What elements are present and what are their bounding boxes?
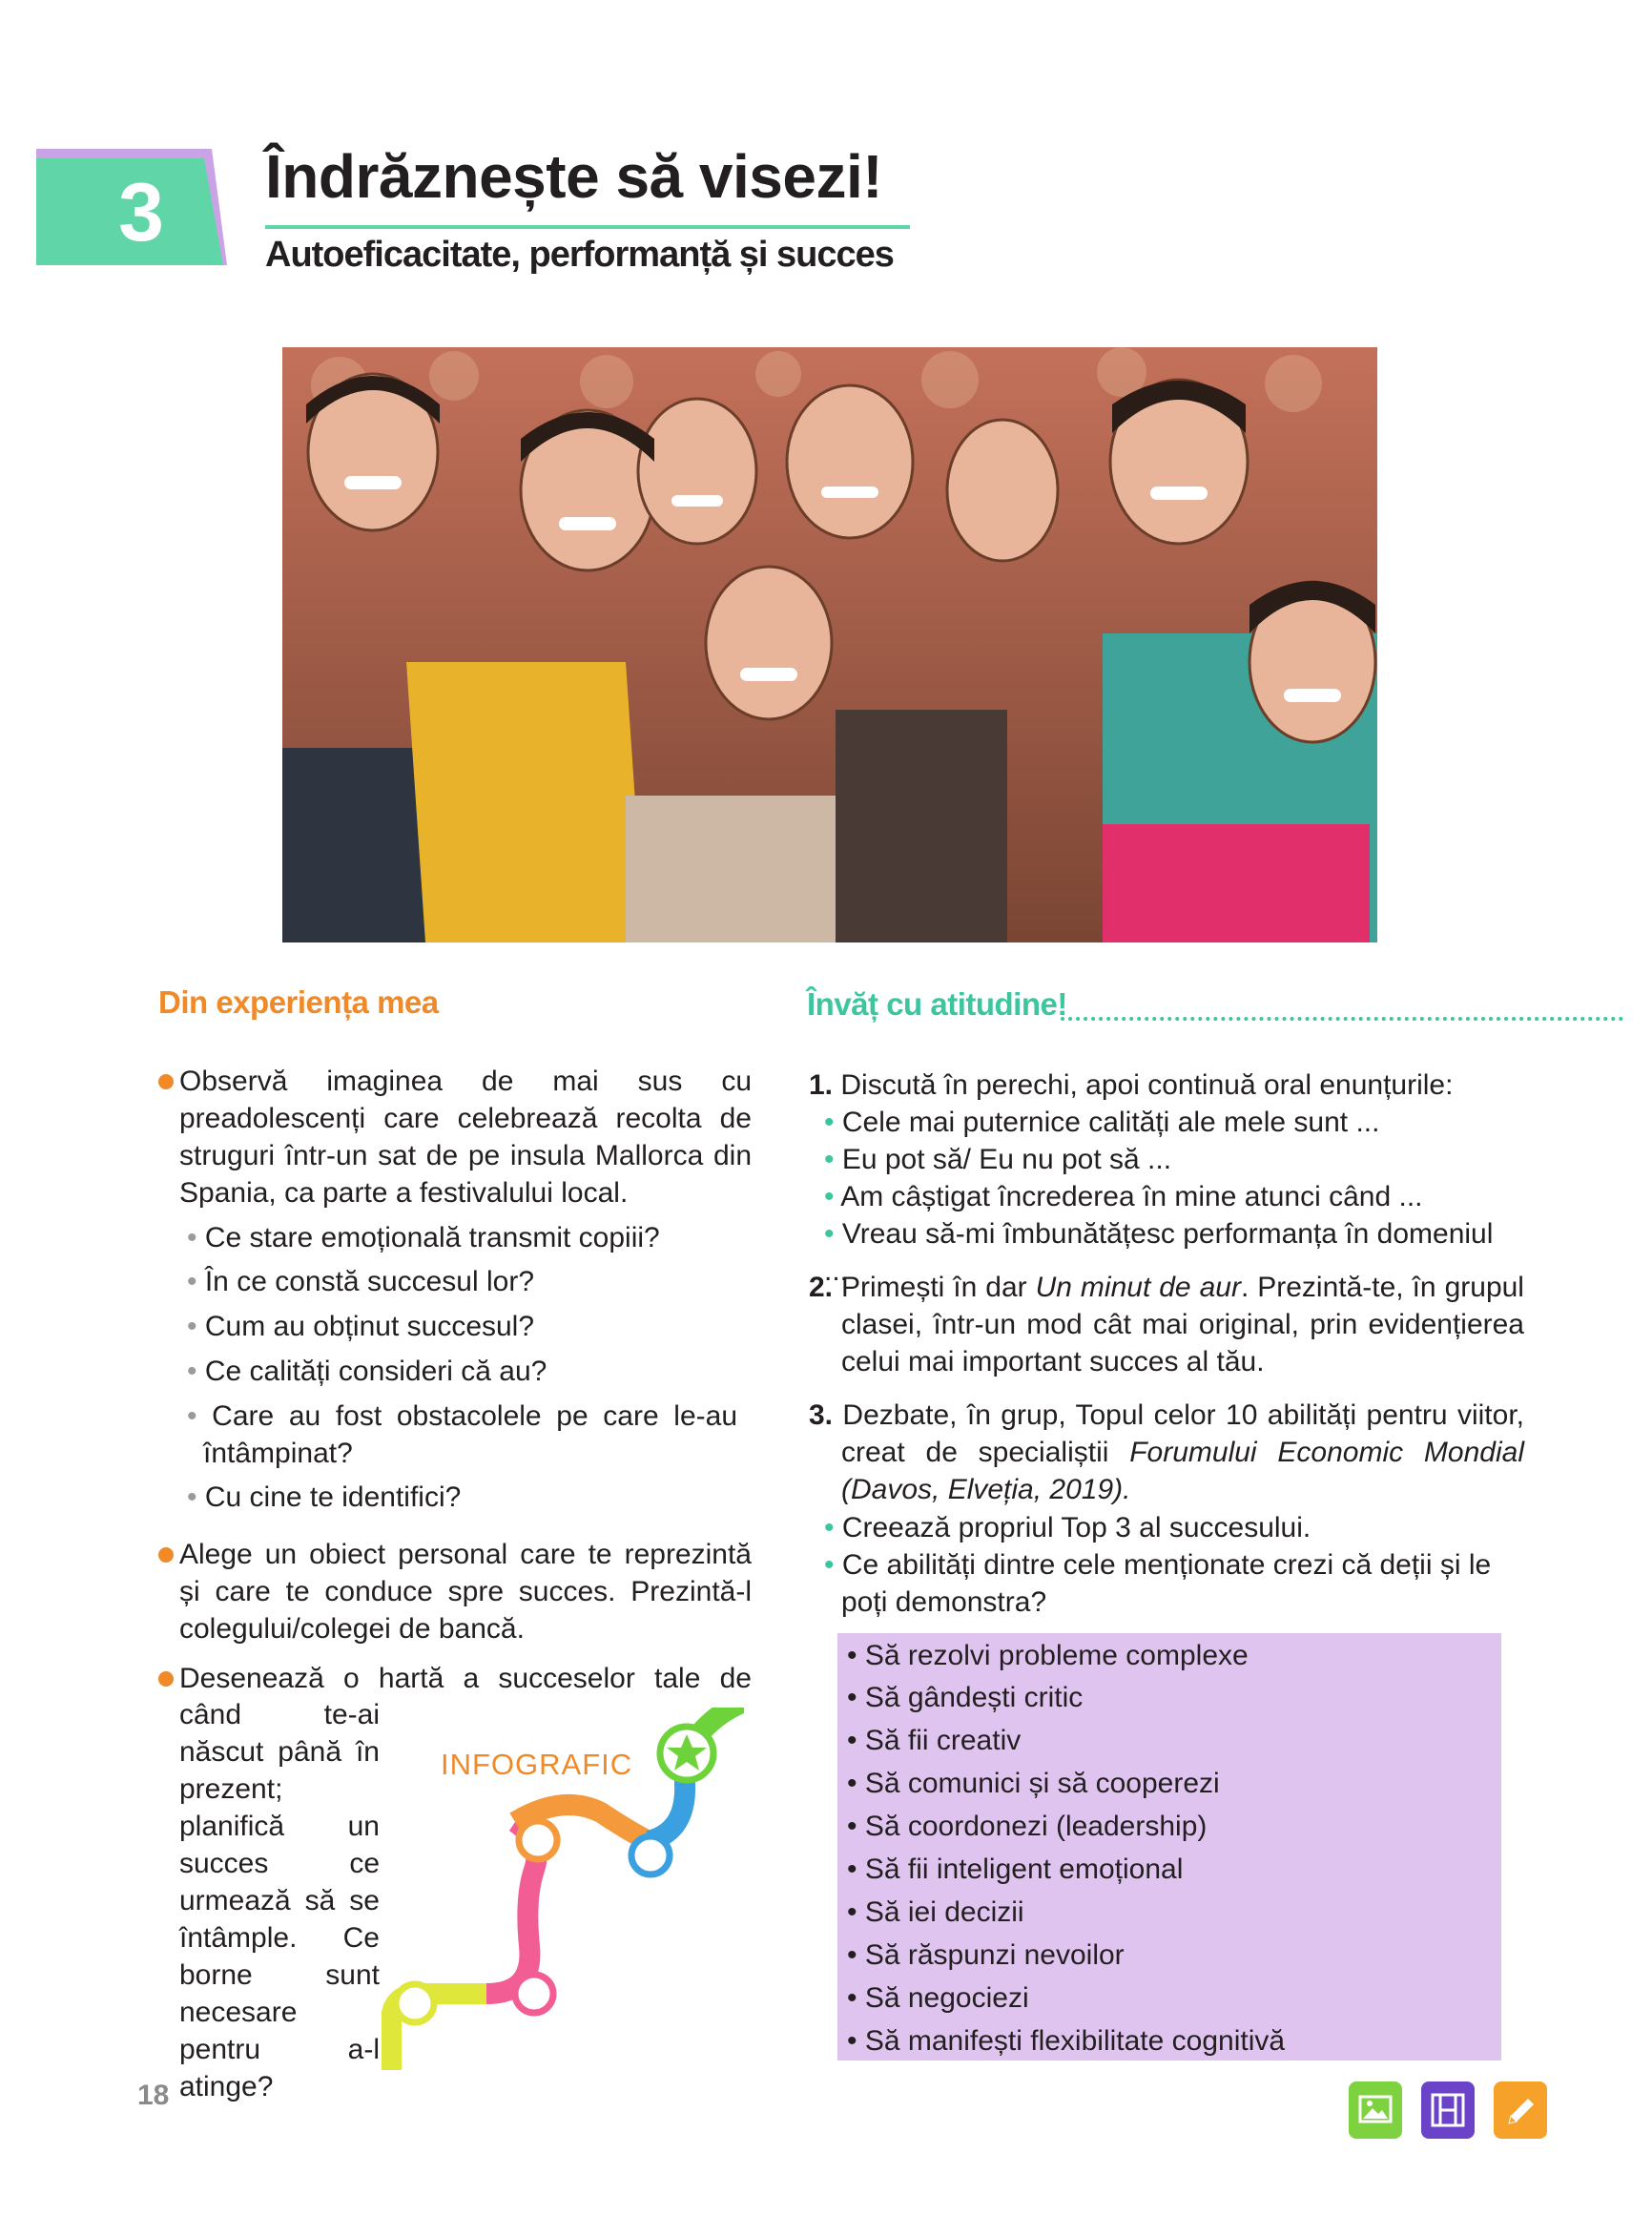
skill-item: • Să fii creativ [847,1725,1022,1756]
question-item: • Ce stare emoțională transmit copiii? [187,1222,660,1253]
section-title-experience: Din experiența mea [158,984,439,1020]
task-1-item: • Cele mai puternice calități ale mele sunt ... [824,1107,1380,1138]
dotted-rule [1061,1017,1623,1021]
festival-photo [282,347,1377,942]
intro-text: Observă imaginea de mai sus cu preadolescenți care celebrează recolta de struguri într-un sat de pe insula Mallorca din Spania, ca parte a festivalului local. [179,1066,752,1209]
page-number: 18 [137,2080,170,2111]
search-icon [515,1975,553,2013]
skill-item: • Să coordonezi (leadership) [847,1811,1208,1842]
home-icon [396,1984,434,2022]
lesson-badge [36,149,227,265]
page-title: Îndrăznește să visezi! [265,142,883,211]
skill-item: • Să rezolvi probleme complexe [847,1640,1249,1671]
task-1-item: • Am câștigat încrederea în mine atunci când ... [824,1181,1423,1212]
image-icon[interactable] [1349,2081,1402,2139]
pencil-icon[interactable] [1494,2081,1547,2139]
map-task-first-line: Desenează o hartă a succeselor tale de [179,1663,752,1694]
skill-item: • Să comunici și să cooperezi [847,1768,1220,1799]
section-title-attitude: Învăț cu atitudine! [807,986,1067,1022]
success-road-infographic [382,1708,744,2070]
task-1-item: • Eu pot să/ Eu nu pot să ... [824,1144,1172,1175]
skill-item: • Să fii inteligent emoțional [847,1854,1184,1885]
object-task-text: Alege un obiect personal care te reprezintă și care te conduce spre succes. Prezintă-l colegului/colegei de bancă. [179,1539,752,1645]
task-1: 1. Discută în perechi, apoi continuă oral enunțurile: [809,1069,1454,1101]
map-task-text: când te-ai născut până în prezent; planifică un succes ce urmează să se întâmple. Ce borne sunt necesare pentru a-l atinge? [179,1699,380,2102]
bullet-dot [158,1671,174,1687]
infographic-label: INFOGRAFIC [441,1748,633,1781]
mail-icon [519,1821,557,1859]
task-3: 3. Dezbate, în grup, Topul celor 10 abilități pentru viitor, creat de specialiștii Forumului Economic Mondial (Davos, Elveția, 2019). [809,1399,1524,1505]
task-1-item: • Vreau să-mi îmbunătățesc performanța în domeniul ... [824,1218,1494,1287]
bullet-dot [158,1074,174,1089]
question-item: • Care au fost obstacolele pe care le-au întâmpinat? [187,1400,737,1469]
page-subtitle: Autoeficacitate, performanță și succes [265,235,894,275]
skill-item: • Să răspunzi nevoilor [847,1939,1125,1971]
skill-item: • Să iei decizii [847,1896,1024,1928]
task-3-item: • Ce abilități dintre cele menționate crezi că deții și le poți demonstra? [824,1549,1492,1618]
question-item: • Ce calități consideri că au? [187,1356,547,1387]
skill-item: • Să negociezi [847,1982,1029,2014]
send-icon [631,1836,670,1874]
task-2: 2. Primești în dar Un minut de aur. Prezintă-te, în grupul clasei, într-un mod cât mai original, prin evidențierea celui mai important succes al tău. [809,1272,1524,1377]
question-item: • Cu cine te identifici? [187,1481,462,1513]
bullet-dot [158,1547,174,1563]
skill-item: • Să gândești critic [847,1682,1084,1713]
title-divider [265,225,910,229]
skill-item: • Să manifești flexibilitate cognitivă [847,2025,1286,2057]
task-3-item: • Creează propriul Top 3 al succesului. [824,1512,1311,1543]
question-item: • În ce constă succesul lor? [187,1266,535,1297]
question-item: • Cum au obținut succesul? [187,1311,535,1342]
lesson-number: 3 [118,167,164,259]
film-icon[interactable] [1421,2081,1475,2139]
